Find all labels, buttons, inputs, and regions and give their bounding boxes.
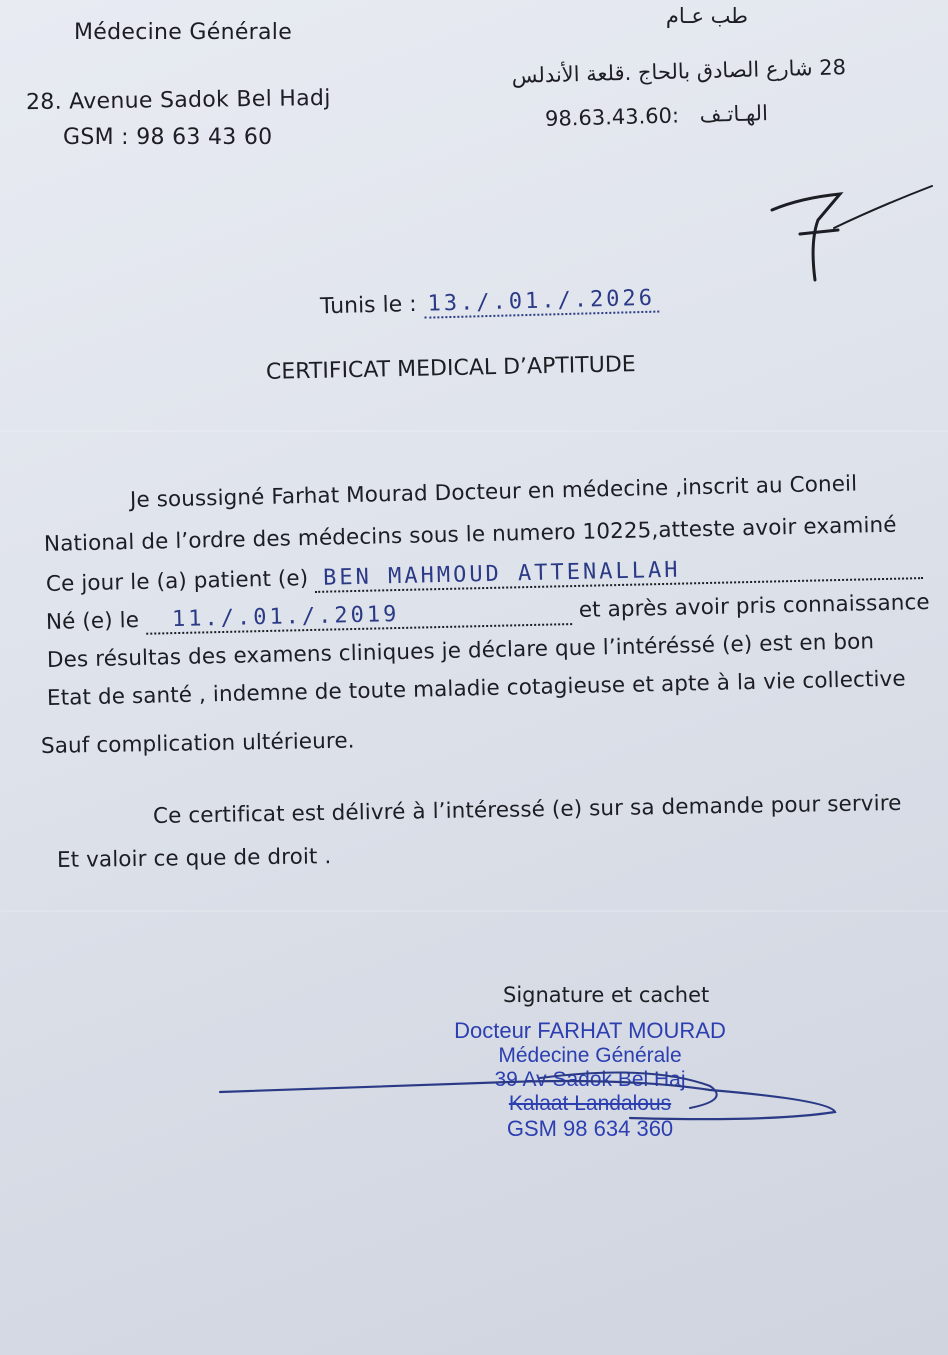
header-arabic-specialty: طب عـام [665, 4, 748, 28]
patient-name: BEN MAHMOUD ATTENALLAH [315, 552, 923, 593]
birth-date: 11./.01./.2019 [146, 598, 573, 635]
patient-row [46, 552, 924, 599]
stamp-gsm: GSM 98 634 360 [506, 1116, 674, 1141]
paper-crease [0, 430, 948, 432]
date-label: Tunis le : [319, 291, 417, 320]
handwritten-mark [760, 180, 940, 290]
stamp-specialty: Médecine Générale [498, 1044, 682, 1067]
paper-crease [0, 910, 948, 912]
body-line-8: Ce certificat est délivré à l’intéressé (e) sur sa demande pour servire [152, 790, 902, 829]
header-address: 28. Avenue Sadok Bel Hadj [25, 85, 331, 116]
body-line-9: Et valoir ce que de droit . [56, 844, 332, 873]
certificate-title: CERTIFICAT MEDICAL D’APTITUDE [265, 352, 636, 385]
header-arabic-address: 28 شارع الصادق بالحاج .قلعة الأندلس [511, 55, 847, 88]
body-line-2: National de l’ordre des médecins sous le numero 10225,atteste avoir examiné [43, 512, 897, 557]
date-row [320, 286, 660, 320]
stamp-city: Kalaat Landalous [508, 1092, 672, 1115]
stamp-address: 39 Av Sadok Bel Haj [494, 1068, 686, 1091]
date-value: 13./.01./.2026 [423, 286, 659, 319]
header-arabic-phone: 98.63.43.60: [544, 103, 680, 131]
stamp-name: Docteur FARHAT MOURAD [454, 1018, 726, 1043]
signature-label: Signature et cachet [503, 983, 710, 1007]
header-specialty: Médecine Générale [74, 20, 293, 45]
birth-row [46, 590, 930, 637]
header-gsm: GSM : 98 63 43 60 [63, 125, 273, 150]
birth-suffix: et après avoir pris connaissance [578, 589, 930, 623]
signature-stroke [210, 1060, 850, 1130]
header-arabic-phone-label: الهـاتـف [699, 101, 769, 127]
birth-label: Né (e) le [45, 607, 140, 635]
body-line-5: Des résultas des examens cliniques je déclare que l’intéréssé (e) est en bon [46, 629, 875, 673]
header-arabic-phone-row [545, 101, 768, 131]
body-line-1: Je soussigné Farhat Mourad Docteur en médecine ,inscrit au Coneil [129, 471, 858, 513]
body-line-7: Sauf complication ultérieure. [40, 728, 355, 759]
patient-label: Ce jour le (a) patient (e) [45, 566, 309, 597]
body-line-6: Etat de santé , indemne de toute maladie cotagieuse et apte à la vie collective [46, 666, 906, 711]
